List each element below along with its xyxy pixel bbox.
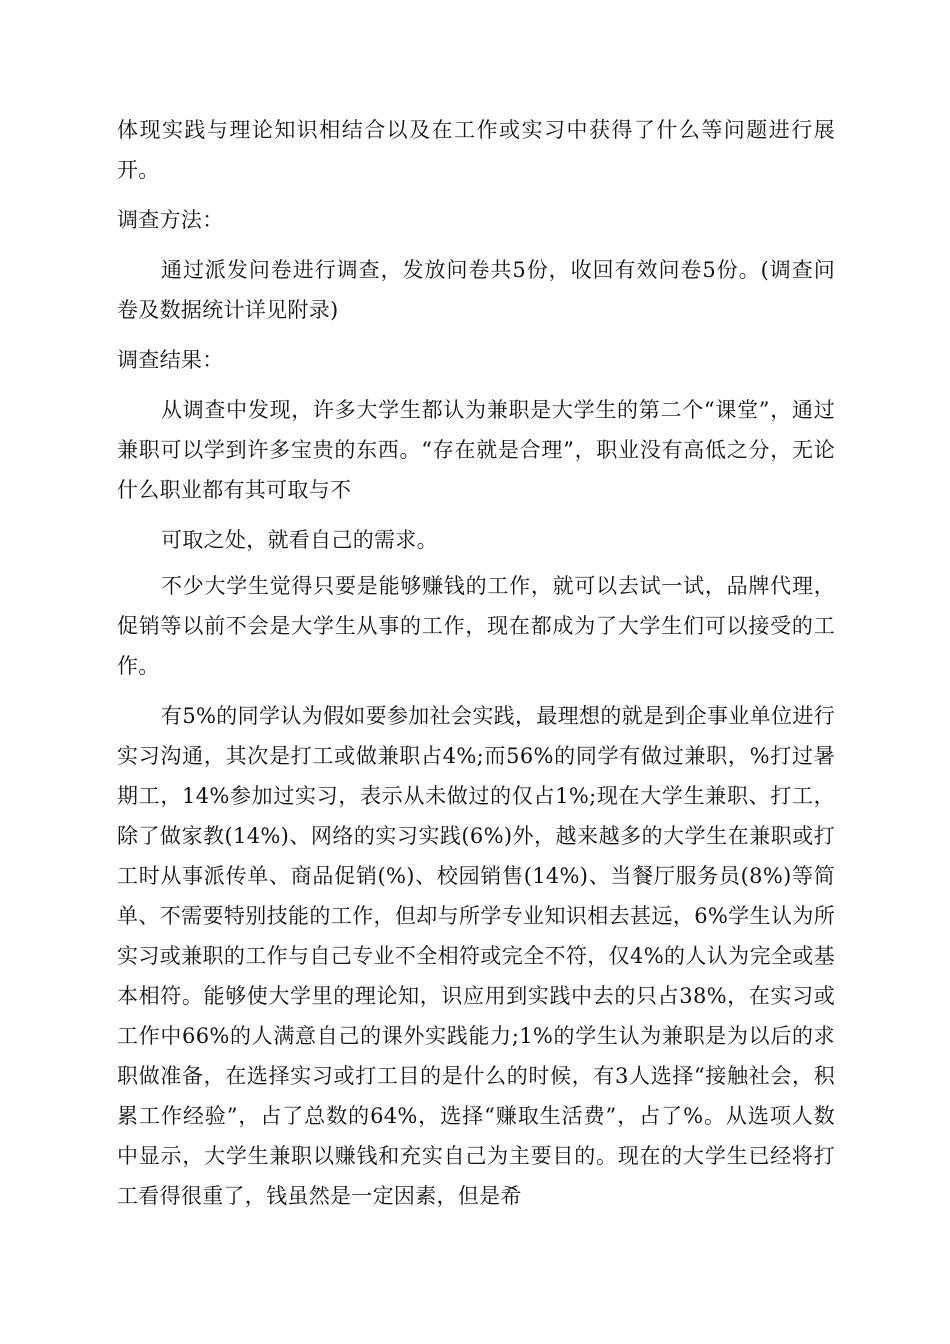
result-paragraph-1: 从调查中发现，许多大学生都认为兼职是大学生的第二个“课堂”，通过兼职可以学到许多宝贵的东西。“存在就是合理”，职业没有高低之分，无论什么职业都有其可取与不 bbox=[117, 398, 835, 502]
result-heading: 调查结果： bbox=[117, 348, 224, 372]
result-paragraph-2: 不少大学生觉得只要是能够赚钱的工作，就可以去试一试，品牌代理，促销等以前不会是大学生从事的工作，现在都成为了大学生们可以接受的工作。 bbox=[117, 574, 835, 678]
document-body bbox=[117, 110, 835, 1216]
method-heading: 调查方法： bbox=[117, 208, 224, 232]
result-paragraph-3: 有5%的同学认为假如要参加社会实践，最理想的就是到企事业单位进行实习沟通，其次是打工或做兼职占4%;而56%的同学有做过兼职，%打过暑期工，14%参加过实习，表示从未做过的仅占1%;现在大学生兼职、打工，除了做家教(14%)、网络的实习实践(6%)外，越来越多的大学生在兼职或打工时从事派传单、商品促销(%)、校园销售(14%)、当餐厅服务员(8%)等简单、不需要特别技能的工作，但却与所学专业知识相去甚远，6%学生认为所实习或兼职的工作与自己专业不全相符或完全不符，仅4%的人认为完全或基本相符。能够使大学里的理论知，识应用到实践中去的只占38%，在实习或工作中66%的人满意自己的课外实践能力;1%的学生认为兼职是为以后的求职做准备，在选择实习或打工目的是什么的时候，有3人选择“接触社会，积累工作经验”，占了总数的64%，选择“赚取生活费”，占了%。从选项人数中显示，大学生兼职以赚钱和充实自己为主要目的。现在的大学生已经将打工看得很重了，钱虽然是一定因素，但是希 bbox=[117, 704, 835, 1208]
intro-paragraph: 体现实践与理论知识相结合以及在工作或实习中获得了什么等问题进行展开。 bbox=[117, 118, 835, 182]
result-paragraph-1-continued: 可取之处，就看自己的需求。 bbox=[161, 528, 438, 552]
method-paragraph: 通过派发问卷进行调查，发放问卷共5份，收回有效问卷5份。(调查问卷及数据统计详见附录) bbox=[117, 258, 835, 322]
